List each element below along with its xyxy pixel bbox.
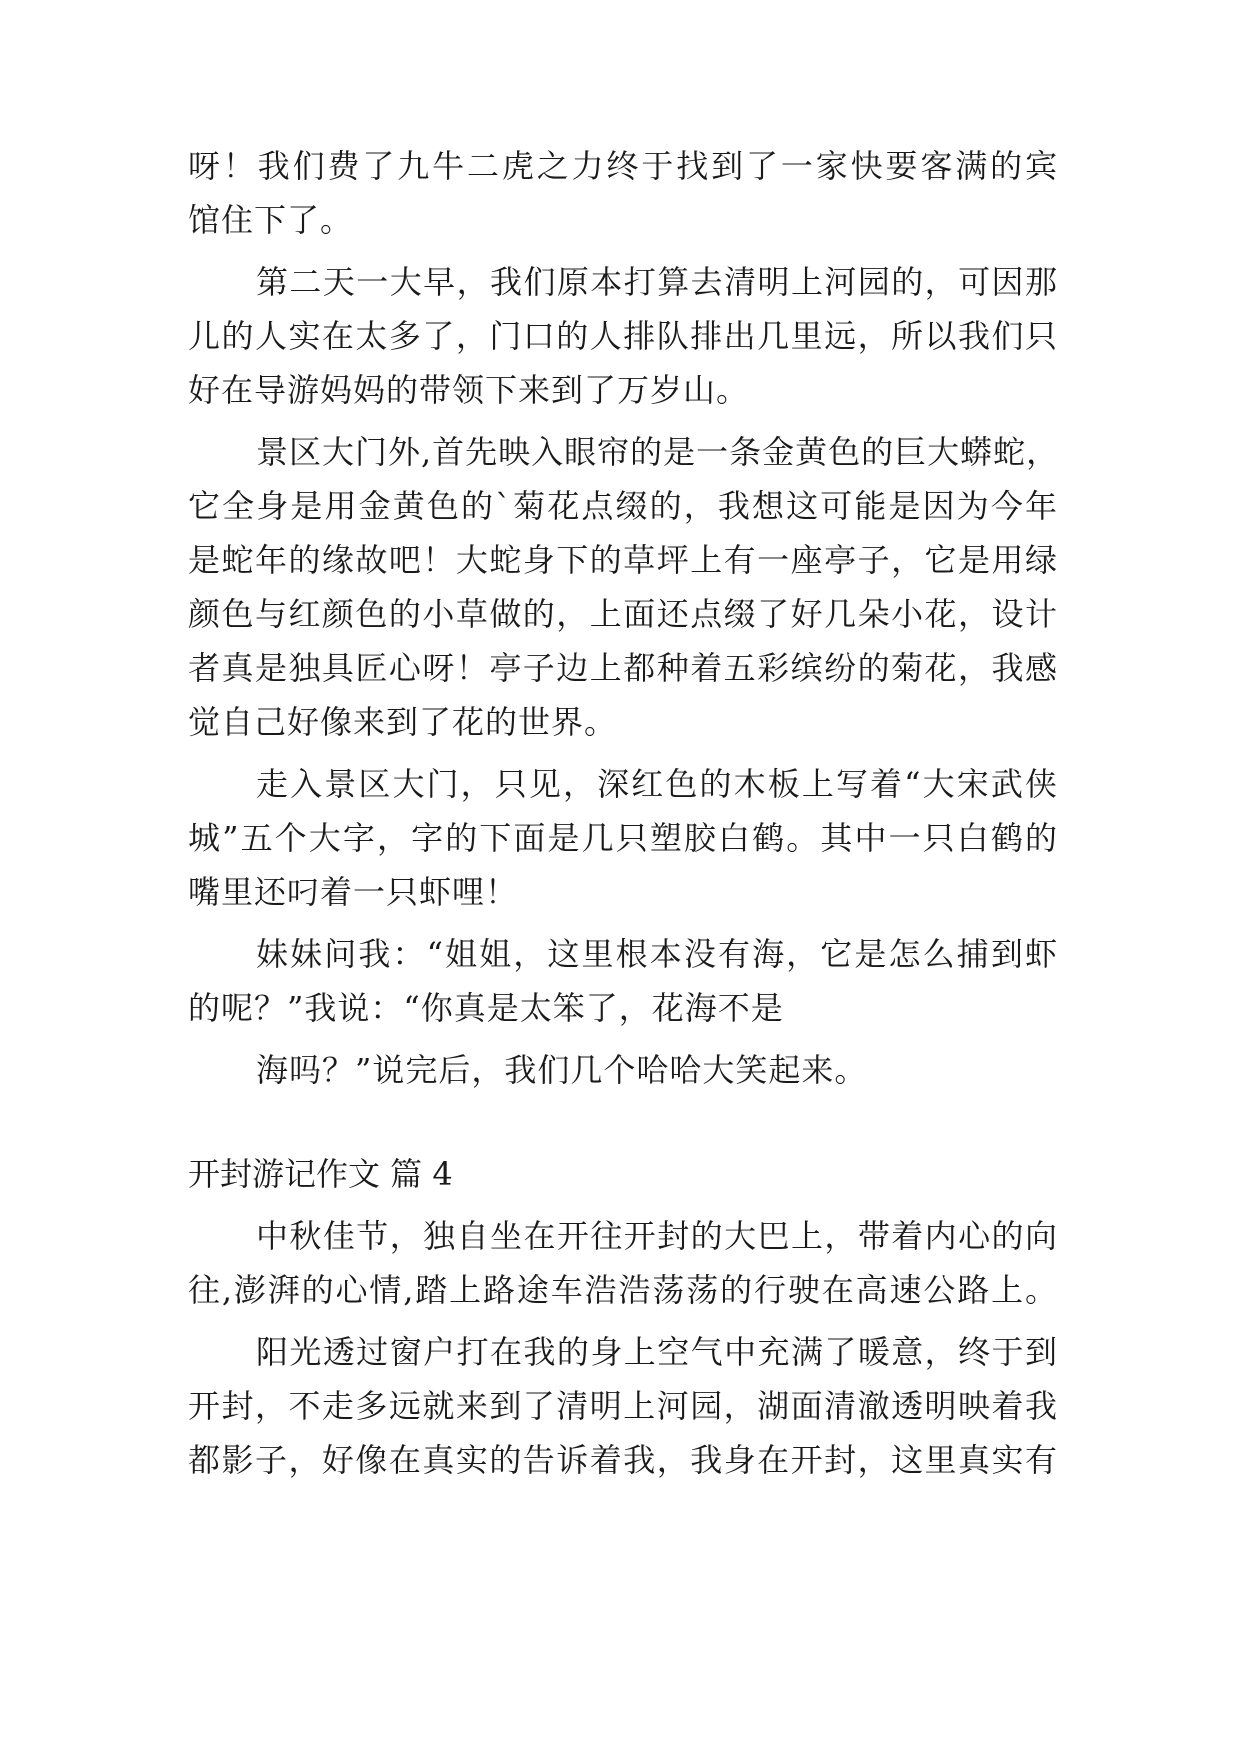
paragraph-start-line: 中秋佳节，独自坐在开往开封的大巴上，带着内心的向 (256, 1217, 1058, 1255)
text-line: 嘴里还叼着一只虾哩！ (188, 873, 519, 911)
text-line: 者真是独具匠心呀！亭子边上都种着五彩缤纷的菊花，我感 (188, 649, 1058, 687)
text-line: 城”五个大字，字的下面是几只塑胶白鹤。其中一只白鹤的 (188, 819, 1058, 857)
text-line: 觉自己好像来到了花的世界。 (188, 703, 618, 741)
text-line: 馆住下了。 (188, 201, 354, 239)
text-line: 呀！我们费了九牛二虎之力终于找到了一家快要客满的宾 (188, 147, 1058, 185)
paragraph-start-line: 景区大门外,首先映入眼帘的是一条金黄色的巨大蟒蛇， (256, 433, 1060, 471)
text-line: 它全身是用金黄色的`菊花点缀的，我想这可能是因为今年 (188, 487, 1058, 525)
text-line: 是蛇年的缘故吧！大蛇身下的草坪上有一座亭子，它是用绿 (188, 541, 1058, 579)
text-line: 开封，不走多远就来到了清明上河园，湖面清澈透明映着我 (188, 1387, 1058, 1425)
text-line: 往,澎湃的心情,踏上路途车浩浩荡荡的行驶在高速公路上。 (188, 1271, 1058, 1309)
text-line: 儿的人实在太多了，门口的人排队排出几里远，所以我们只 (188, 317, 1058, 355)
paragraph-start-line: 走入景区大门，只见，深红色的木板上写着“大宋武侠 (256, 765, 1058, 803)
paragraph-start-line: 妹妹问我：“姐姐，这里根本没有海，它是怎么捕到虾 (256, 935, 1058, 973)
text-line: 颜色与红颜色的小草做的，上面还点缀了好几朵小花，设计 (188, 595, 1058, 633)
text-line: 的呢？”我说：“你真是太笨了，花海不是 (188, 989, 784, 1027)
paragraph-start-line: 海吗？”说完后，我们几个哈哈大笑起来。 (256, 1051, 868, 1089)
paragraph-start-line: 第二天一大早，我们原本打算去清明上河园的，可因那 (256, 263, 1058, 301)
section-heading: 开封游记作文 篇 4 (188, 1155, 453, 1193)
text-line: 都影子，好像在真实的告诉着我，我身在开封，这里真实有 (188, 1441, 1058, 1479)
text-line: 好在导游妈妈的带领下来到了万岁山。 (188, 371, 750, 409)
paragraph-start-line: 阳光透过窗户打在我的身上空气中充满了暖意，终于到 (256, 1333, 1058, 1371)
